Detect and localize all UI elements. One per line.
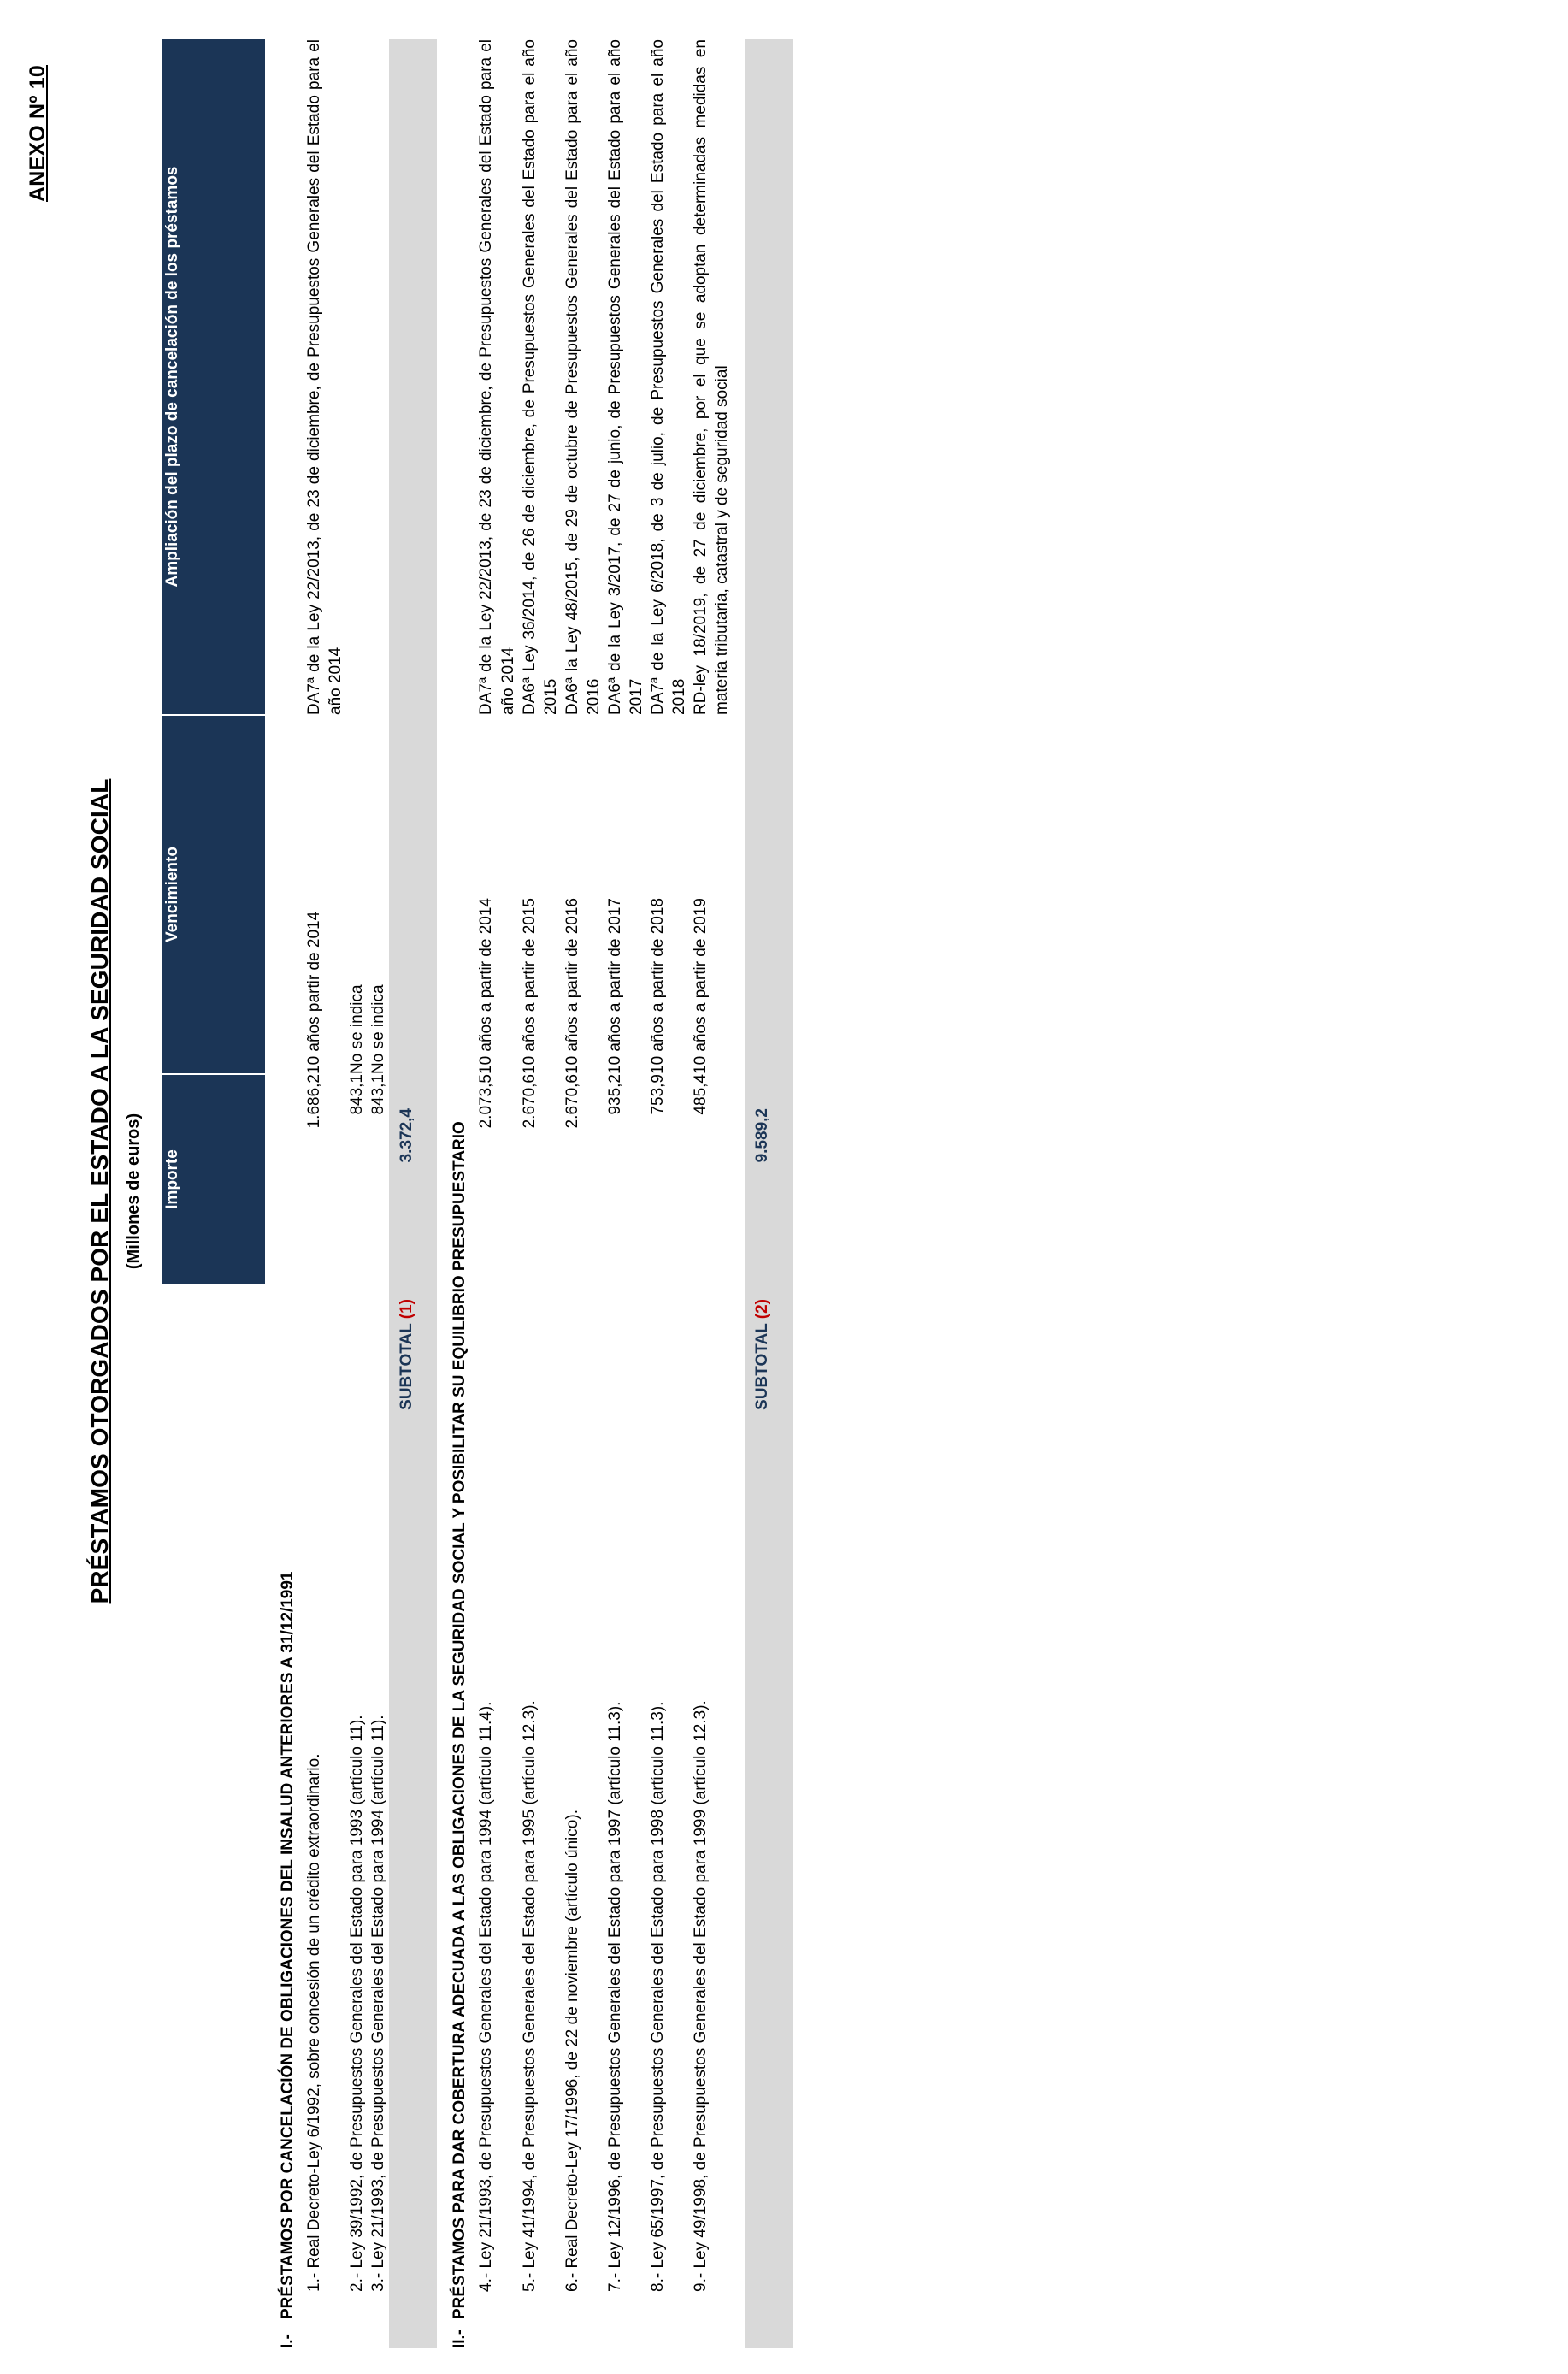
table-row xyxy=(368,39,389,2348)
row-ampliacion: DA6ª Ley 36/2014, de 26 de diciembre, de Presupuestos Generales del Estado para el año 2015 xyxy=(520,39,560,715)
spacer-row xyxy=(733,39,745,2348)
row-vencimiento: 10 años a partir de 2014 xyxy=(477,898,496,1074)
subtotal-label-text: SUBTOTAL xyxy=(753,1323,772,1410)
table-row xyxy=(519,39,562,2348)
table-body xyxy=(265,39,793,2348)
column-header-ampliacion: Ampliación del plazo de cancelación de los préstamos xyxy=(162,39,265,715)
row-vencimiento: 10 años partir de 2014 xyxy=(305,911,324,1074)
section-number: II.- xyxy=(451,2329,469,2348)
row-description: 8.- Ley 65/1997, de Presupuestos Generales del Estado para 1998 (artículo 11.3). xyxy=(649,1701,668,2292)
row-ampliacion xyxy=(346,39,368,715)
table-row xyxy=(562,39,604,2348)
row-vencimiento: No se indica xyxy=(348,984,367,1074)
row-importe: 1.686,2 xyxy=(305,1074,324,1129)
row-ampliacion: RD-ley 18/2019, de 27 de diciembre, por el que se adoptan determinadas medidas en materia tributaria, catastral y de seguridad social xyxy=(692,39,732,715)
row-ampliacion: DA6ª de la Ley 3/2017, de 27 de junio, de Presupuestos Generales del Estado para el año 2017 xyxy=(605,39,646,715)
subtotal-note: (2) xyxy=(753,1299,772,1320)
table-row xyxy=(647,39,690,2348)
section-heading-row xyxy=(437,39,475,2348)
row-ampliacion xyxy=(368,39,389,715)
row-importe: 2.670,6 xyxy=(563,1074,581,1129)
row-description: 9.- Ley 49/1998, de Presupuestos Generales del Estado para 1999 (artículo 12.3). xyxy=(692,1700,710,2292)
table-row xyxy=(690,39,733,2348)
subtotal-importe: 9.589,2 xyxy=(745,1074,793,1284)
subtotal-vencimiento-empty xyxy=(389,715,437,1074)
subtotal-ampliacion-empty xyxy=(745,39,793,715)
section-title: PRÉSTAMOS PARA DAR COBERTURA ADECUADA A LAS OBLIGACIONES DE LA SEGURIDAD SOCIAL Y POSIBILITAR SU EQUILIBRIO PRESUPUESTARIO xyxy=(451,1121,469,2319)
row-vencimiento: 10 años a partir de 2016 xyxy=(563,898,581,1074)
table-row xyxy=(604,39,647,2348)
column-header-importe: Importe xyxy=(162,1074,265,1284)
row-vencimiento: 10 años a partir de 2018 xyxy=(649,898,668,1074)
row-vencimiento: No se indica xyxy=(369,984,388,1074)
table-header xyxy=(162,39,265,2348)
subtotal-ampliacion-empty xyxy=(389,39,437,715)
subtotal-row xyxy=(745,39,793,2348)
row-importe: 843,1 xyxy=(348,1074,367,1115)
row-vencimiento: 10 años a partir de 2017 xyxy=(605,898,624,1074)
column-header-vencimiento: Vencimiento xyxy=(162,715,265,1074)
table-row xyxy=(475,39,518,2348)
row-importe: 753,9 xyxy=(649,1074,668,1115)
section-heading-row xyxy=(265,39,304,2348)
row-description: 7.- Ley 12/1996, de Presupuestos Generales del Estado para 1997 (artículo 11.3). xyxy=(605,1701,624,2292)
subtotal-label xyxy=(389,1284,437,2348)
page-title: PRÉSTAMOS OTORGADOS POR EL ESTADO A LA SEGURIDAD SOCIAL xyxy=(86,778,113,1604)
row-importe: 843,1 xyxy=(369,1074,388,1115)
annex-label: ANEXO Nº 10 xyxy=(26,65,50,202)
row-description: 1.- Real Decreto-Ley 6/1992, sobre concesión de un crédito extraordinario. xyxy=(305,1753,324,2292)
section-title: PRÉSTAMOS POR CANCELACIÓN DE OBLIGACIONES DEL INSALUD ANTERIORES A 31/12/1991 xyxy=(279,1571,297,2319)
row-importe: 935,2 xyxy=(605,1074,624,1115)
row-ampliacion: DA7ª de la Ley 6/2018, de 3 de julio, de Presupuestos Generales del Estado para el año 2018 xyxy=(649,39,689,715)
row-description: 6.- Real Decreto-Ley 17/1996, de 22 de noviembre (artículo único). xyxy=(563,1810,581,2292)
row-importe: 2.073,5 xyxy=(477,1074,496,1129)
row-vencimiento: 10 años a partir de 2019 xyxy=(692,898,710,1074)
row-ampliacion: DA7ª de la Ley 22/2013, de 23 de diciembre, de Presupuestos Generales del Estado para el año 2014 xyxy=(477,39,517,715)
subtotal-importe: 3.372,4 xyxy=(389,1074,437,1284)
section-number: I.- xyxy=(279,2334,297,2348)
subtotal-label-text: SUBTOTAL xyxy=(398,1323,416,1410)
row-importe: 485,4 xyxy=(692,1074,710,1115)
subtotal-note: (1) xyxy=(398,1299,416,1320)
row-ampliacion: DA6ª la Ley 48/2015, de 29 de octubre de Presupuestos Generales del Estado para el año 2016 xyxy=(563,39,603,715)
subtotal-row xyxy=(389,39,437,2348)
page-subtitle: (Millones de euros) xyxy=(124,1113,143,1270)
row-description: 3.- Ley 21/1993, de Presupuestos Generales del Estado para 1994 (artículo 11). xyxy=(369,1715,388,2292)
subtotal-vencimiento-empty xyxy=(745,715,793,1074)
row-ampliacion: DA7ª de la Ley 22/2013, de 23 de diciembre, de Presupuestos Generales del Estado para el año 2014 xyxy=(305,39,345,715)
row-importe: 2.670,6 xyxy=(520,1074,539,1129)
row-vencimiento: 10 años a partir de 2015 xyxy=(520,898,539,1074)
row-description: 4.- Ley 21/1993, de Presupuestos Generales del Estado para 1994 (artículo 11.4). xyxy=(477,1701,496,2292)
row-description: 5.- Ley 41/1994, de Presupuestos Generales del Estado para 1995 (artículo 12.3). xyxy=(520,1700,539,2292)
column-header-description xyxy=(162,1284,265,2348)
table-row xyxy=(304,39,346,2348)
table-row xyxy=(346,39,368,2348)
row-description: 2.- Ley 39/1992, de Presupuestos Generales del Estado para 1993 (artículo 11). xyxy=(348,1715,367,2292)
subtotal-label xyxy=(745,1284,793,2348)
loans-table xyxy=(162,39,793,2348)
